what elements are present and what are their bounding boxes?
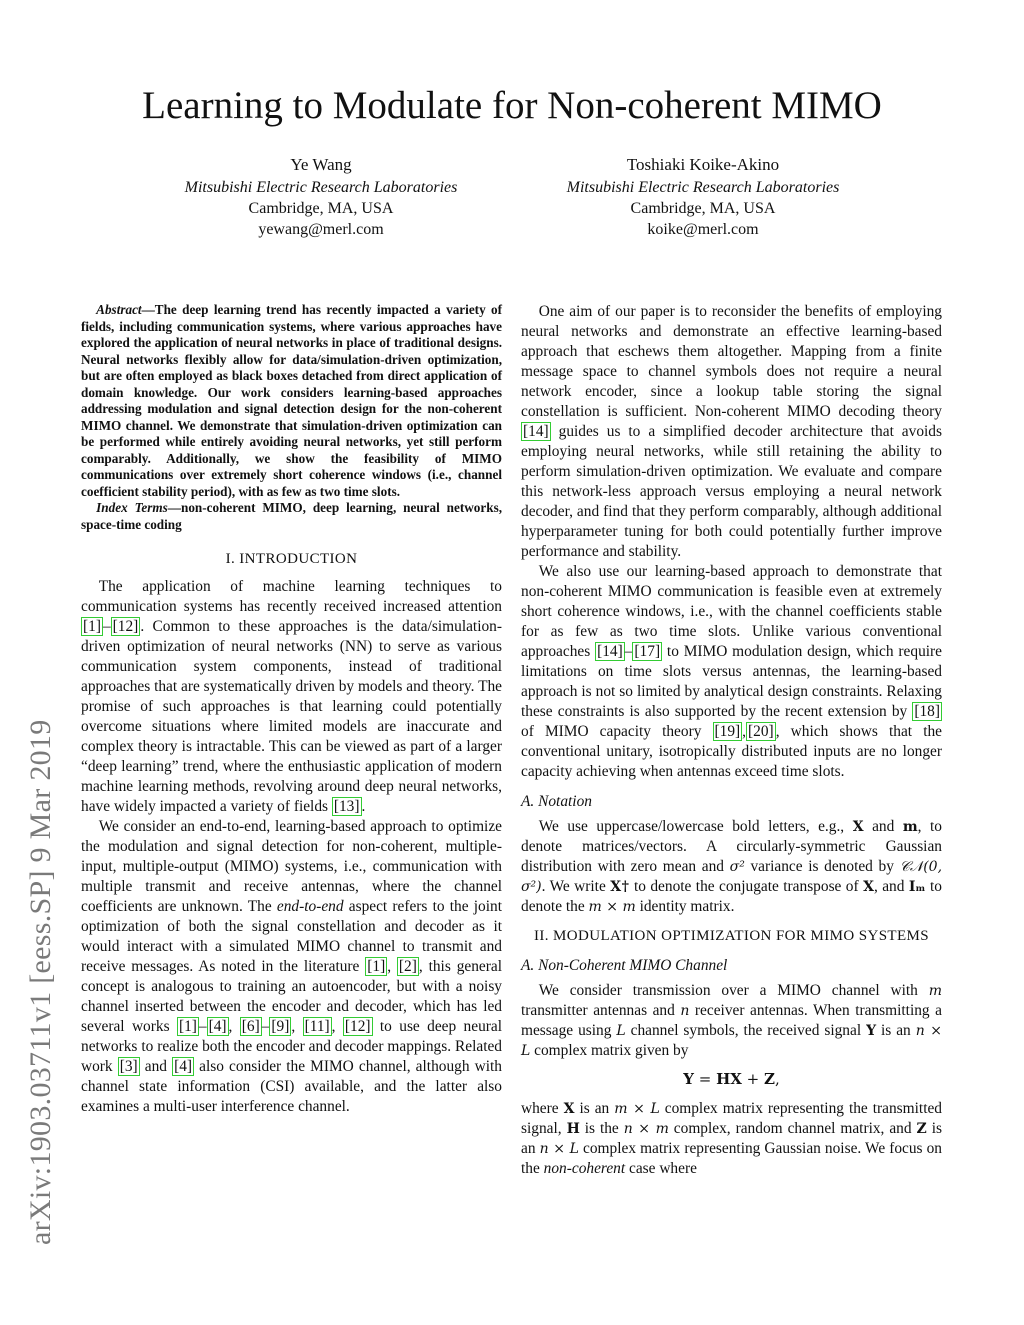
author-block-1 bbox=[131, 154, 511, 240]
citation-link[interactable]: [14] bbox=[597, 643, 623, 660]
section-heading-introduction: I. INTRODUCTION bbox=[225, 551, 358, 567]
intro-paragraph-2: We consider an end-to-end, learning-based approach to optimize the modulation and signal detection for non-coherent, multiple-input, multiple-output (MIMO) systems, i.e., communication with multiple transmit and receive antennas, where the channel coefficients are unknown. The end-to-end aspect refers to the joint optimization of both the signal constellation and decoder as it would interact with a simulated MIMO channel to transmit and receive messages. As noted in the literature [1] , [2] , this general concept is analogous to training an autoencoder, but with a noisy channel inserted between the encoder and decoder, which has led several works [1] – [4] , [6] – [9] , [11] , [12] to use deep neural networks to realize both the encoder and decoder mappings. Related work [3] and [4] also consider the MIMO channel, although with channel state information (CSI) available, and the latter also examines a multi-user interference channel. bbox=[81, 818, 503, 1115]
abstract-label: Abstract bbox=[96, 302, 142, 317]
citation-link[interactable]: [13] bbox=[333, 798, 360, 815]
channel-paragraph-continued: where X is an m × L complex matrix representing the transmitted signal, H is the n × m complex, random channel matrix, and Z is an n × L complex matrix representing Gaussian noise. We focus on the non-coherent case where bbox=[521, 1100, 942, 1177]
citation-link[interactable]: [1] bbox=[83, 618, 101, 635]
subsection-heading-channel: A. Non-Coherent MIMO Channel bbox=[521, 957, 728, 974]
citation-link[interactable]: [12] bbox=[112, 618, 139, 635]
channel-paragraph: We consider transmission over a MIMO channel with m transmitter antennas and n receiver antennas. When transmitting a message using L channel symbols, the received signal Y is an n × L complex matrix given by bbox=[521, 982, 942, 1059]
author-name: Toshiaki Koike-Akino bbox=[626, 155, 780, 174]
citation-link[interactable]: [3] bbox=[119, 1058, 138, 1075]
author-location: Cambridge, MA, USA bbox=[630, 200, 776, 217]
citation-link[interactable]: [1] bbox=[178, 1018, 197, 1035]
intro-paragraph-1: The application of machine learning techniques to communication systems has recently received increased attention [1] – [12] . Common to these approaches is the data/simulation-driven optimization of neural networks (NN) to serve as various communication system components, instead of traditional approaches that are systematically driven by models and theory. The promise of such approaches is that learning could potentially overcome situations where limited models are inaccurate and complex theory is intractable. This can be viewed as part of a larger “deep learning” trend, where the enthusiastic application of modern machine learning methods, revolving around deep neural networks, have widely impacted a variety of fields [13] . bbox=[81, 578, 502, 815]
citation-link[interactable]: [12] bbox=[344, 1018, 371, 1035]
arxiv-identifier: arXiv:1903.03711v1 [eess.SP] 9 Mar 2019 bbox=[24, 719, 57, 1245]
author-location: Cambridge, MA, USA bbox=[248, 200, 394, 217]
channel-equation: Y = HX + Z, bbox=[683, 1070, 780, 1088]
citation-link[interactable]: [4] bbox=[208, 1018, 227, 1035]
author-affiliation: Mitsubishi Electric Research Laboratories bbox=[566, 179, 840, 196]
index-terms-label: Index Terms bbox=[96, 500, 168, 515]
author-affiliation: Mitsubishi Electric Research Laboratories bbox=[184, 179, 458, 196]
left-column bbox=[81, 302, 502, 1117]
citation-link[interactable]: [19] bbox=[714, 723, 741, 740]
subsection-heading-notation: A. Notation bbox=[521, 793, 592, 810]
author-name: Ye Wang bbox=[290, 155, 352, 174]
paper-title: Learning to Modulate for Non-coherent MIMO bbox=[142, 84, 882, 127]
abstract-text: —The deep learning trend has recently impacted a variety of fields, including communication systems, where various approaches have explored the application of neural networks in place of traditional designs. Neural networks flexibly allow for data/simulation-driven optimization, but are often employed as black boxes detached from direct application of domain knowledge. Our work considers learning-based approaches addressing modulation and signal detection design for the non-coherent MIMO channel. We demonstrate that simulation-driven optimization can be performed while entirely avoiding neural networks, yet still perform comparably. Additionally, we show the feasibility of MIMO communications over extremely short coherence windows (i.e., channel coefficient stability period), with as few as two time slots. bbox=[81, 302, 502, 499]
citation-link[interactable]: [1] bbox=[367, 958, 386, 975]
citation-link[interactable]: [9] bbox=[271, 1018, 290, 1035]
citation-link[interactable]: [2] bbox=[398, 958, 417, 975]
citation-link[interactable]: [14] bbox=[523, 423, 549, 440]
citation-link[interactable]: [11] bbox=[304, 1018, 330, 1035]
citation-link[interactable]: [6] bbox=[241, 1018, 260, 1035]
citation-link[interactable]: [4] bbox=[174, 1058, 193, 1075]
index-terms bbox=[81, 500, 502, 533]
citation-link[interactable]: [18] bbox=[914, 703, 940, 720]
citation-link[interactable]: [17] bbox=[634, 643, 661, 660]
intro-paragraph-4: We also use our learning-based approach to demonstrate that non-coherent MIMO communication is feasible even at extremely short coherence windows, i.e., with the channel coefficients stable for as few as two time slots. Unlike various conventional approaches [14] – [17] to MIMO modulation design, which require limitations on time slots versus antennas, the learning-based approach is not so limited by analytical design constraints. Relaxing these constraints is also supported by the recent extension by [18] of MIMO capacity theory [19] , [20] , which shows that the conventional unitary, isotropically distributed inputs are no longer capacity achieving when antennas exceed time slots. bbox=[521, 563, 943, 780]
intro-paragraph-3: One aim of our paper is to reconsider the benefits of employing neural networks and demonstrate an effective learning-based approach that eschews them altogether. Mapping from a finite message space to channel symbols does not require a neural network encoder, since a lookup table storing the signal constellation is sufficient. Non-coherent MIMO decoding theory [14] guides us to a simplified decoder architecture that avoids employing neural networks, while still retaining the ability to perform simulation-driven optimization. We evaluate and compare this network-less approach versus employing a neural network decoder, and find that they perform comparably, although additional hyperparameter tuning for both could potentially further improve performance and stability. bbox=[521, 303, 942, 560]
notation-paragraph: We use uppercase/lowercase bold letters, e.g., X and m, to denote matrices/vectors. A circularly-symmetric Gaussian distribution with zero mean and σ² variance is denoted by 𝒞𝒩(0, σ²). We write X† to denote the conjugate transpose of X, and Iₘ to denote the m × m identity matrix. bbox=[521, 818, 943, 915]
section-heading-modulation-optimization: II. MODULATION OPTIMIZATION FOR MIMO SYSTEMS bbox=[533, 928, 930, 944]
author-email: yewang@merl.com bbox=[258, 221, 384, 238]
right-column bbox=[521, 302, 942, 1179]
citation-link[interactable]: [20] bbox=[748, 723, 774, 740]
author-email: koike@merl.com bbox=[647, 221, 759, 238]
index-terms-text: —non-coherent MIMO, deep learning, neural networks, space-time coding bbox=[81, 500, 502, 532]
abstract bbox=[81, 302, 502, 500]
author-block-2 bbox=[513, 154, 893, 240]
